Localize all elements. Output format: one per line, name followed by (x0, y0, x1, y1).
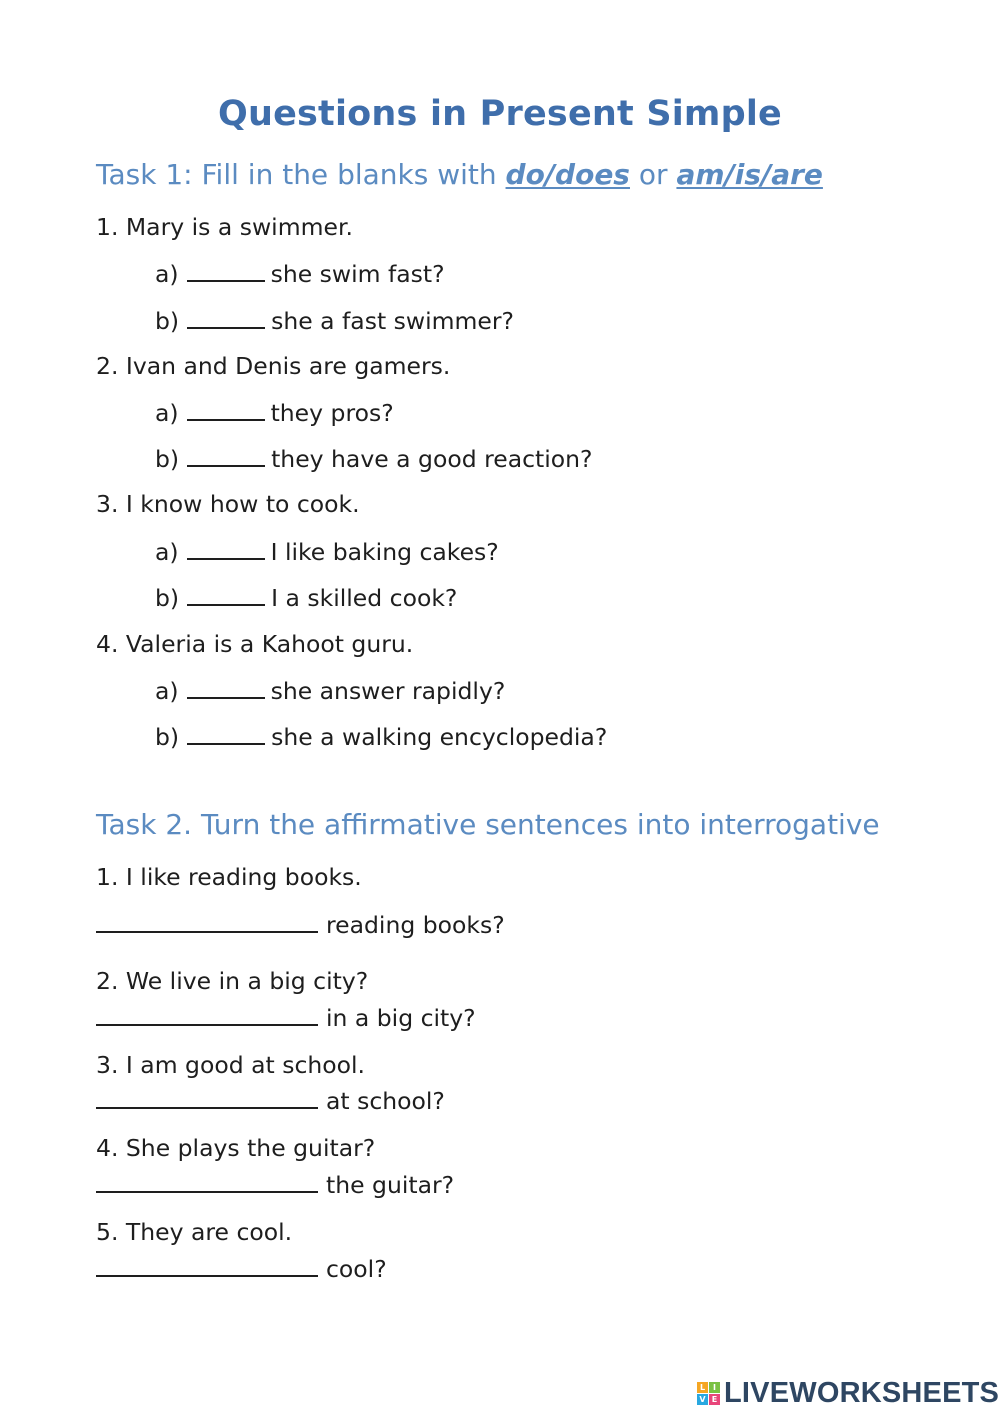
task2-heading: Task 2. Turn the affirmative sentences into interrogative (96, 808, 880, 841)
option-label: a) (155, 538, 179, 566)
task1-item-1-prompt: 1. Mary is a swimmer. (96, 213, 353, 241)
answer-tail: cool? (326, 1255, 387, 1283)
option-text: she a walking encyclopedia? (271, 723, 608, 751)
blank-field[interactable] (187, 397, 265, 421)
answer-tail: the guitar? (326, 1171, 455, 1199)
blank-field[interactable] (187, 675, 265, 699)
option-label: a) (155, 260, 179, 288)
logo-mark-cell: I (709, 1382, 720, 1393)
task2-item-1-prompt: 1. I like reading books. (96, 863, 362, 891)
logo-mark-cell: E (709, 1394, 720, 1405)
task1-item-3a (155, 536, 499, 567)
task1-keyword-am-is-are: am/is/are (676, 158, 823, 191)
option-text: she a fast swimmer? (271, 307, 514, 335)
task1-heading-prefix: Task 1: Fill in the blanks with (96, 158, 506, 191)
option-text: they have a good reaction? (271, 445, 593, 473)
answer-tail: reading books? (326, 911, 505, 939)
task1-item-1a (155, 258, 445, 289)
task2-item-3-prompt: 3. I am good at school. (96, 1051, 366, 1079)
blank-field[interactable] (187, 443, 265, 467)
answer-field[interactable] (96, 1169, 318, 1193)
blank-field[interactable] (187, 258, 265, 282)
task2-item-5-prompt: 5. They are cool. (96, 1218, 293, 1246)
answer-tail: at school? (326, 1087, 445, 1115)
task2-item-4-answer (96, 1169, 454, 1200)
answer-field[interactable] (96, 909, 318, 933)
task1-item-2a (155, 397, 394, 428)
task2-item-4-prompt: 4. She plays the guitar? (96, 1134, 376, 1162)
task1-heading (96, 158, 823, 191)
option-text: I like baking cakes? (270, 538, 499, 566)
option-text: I a skilled cook? (271, 584, 458, 612)
blank-field[interactable] (187, 536, 265, 560)
blank-field[interactable] (187, 582, 265, 606)
task2-item-1-answer (96, 909, 505, 940)
option-label: b) (155, 307, 180, 335)
blank-field[interactable] (187, 305, 265, 329)
task1-item-2-prompt: 2. Ivan and Denis are gamers. (96, 352, 451, 380)
logo-mark-cell: L (697, 1382, 708, 1393)
task1-item-3-prompt: 3. I know how to cook. (96, 490, 360, 518)
task1-item-4a (155, 675, 505, 706)
answer-field[interactable] (96, 1253, 318, 1277)
answer-field[interactable] (96, 1085, 318, 1109)
blank-field[interactable] (187, 721, 265, 745)
task1-item-3b (155, 582, 457, 613)
logo-text: LIVEWORKSHEETS (724, 1376, 1000, 1409)
liveworksheets-logo (697, 1376, 999, 1410)
task1-item-4-prompt: 4. Valeria is a Kahoot guru. (96, 630, 414, 658)
task2-item-2-prompt: 2. We live in a big city? (96, 967, 369, 995)
answer-tail: in a big city? (326, 1004, 476, 1032)
option-label: a) (155, 677, 179, 705)
task1-heading-connector: or (629, 158, 677, 191)
task1-keyword-do-does: do/does (505, 158, 630, 191)
page-title: Questions in Present Simple (218, 94, 782, 134)
option-label: b) (155, 584, 180, 612)
option-label: b) (155, 445, 180, 473)
task1-item-2b (155, 443, 593, 474)
option-text: she swim fast? (270, 260, 445, 288)
task2-item-5-answer (96, 1253, 387, 1284)
task1-item-4b (155, 721, 607, 752)
task2-item-2-answer (96, 1002, 476, 1033)
option-label: b) (155, 723, 180, 751)
option-label: a) (155, 399, 179, 427)
task1-item-1b (155, 305, 514, 336)
logo-mark-cell: V (697, 1394, 708, 1405)
option-text: they pros? (270, 399, 394, 427)
logo-mark-icon (697, 1382, 720, 1405)
answer-field[interactable] (96, 1002, 318, 1026)
task2-item-3-answer (96, 1085, 445, 1116)
option-text: she answer rapidly? (270, 677, 506, 705)
